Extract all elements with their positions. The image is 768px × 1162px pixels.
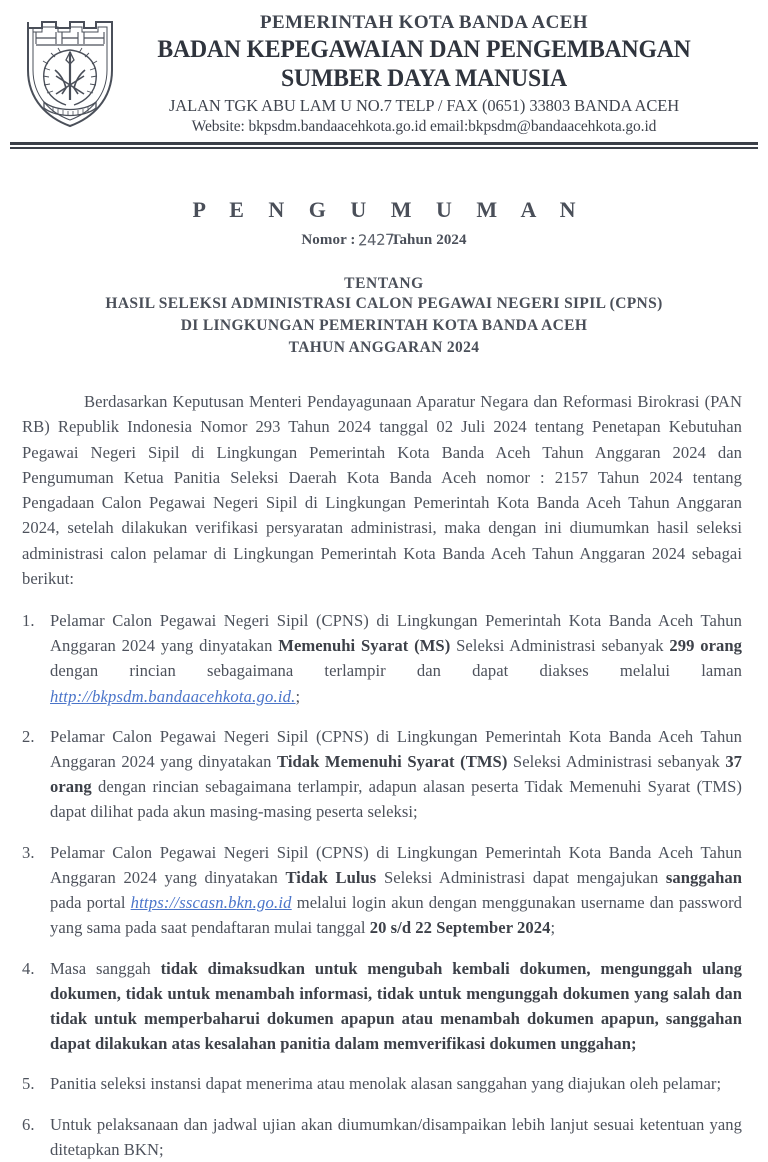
bkpsdm-website-link[interactable]: http://bkpsdm.bandaacehkota.go.id. (50, 686, 296, 706)
letterhead-divider (10, 142, 758, 149)
clause-emphasis: tidak dimaksudkan untuk mengubah kembali dokumen, mengunggah ulang dokumen, tidak untuk menambah informasi, tidak untuk mengunggah dokumen yang salah dan tidak untuk memperbaharui dokumen apapun atau menambah dokumen apapun, sanggahan dapat dilakukan atas kesalahan panitia dalam memverifikasi dokumen unggahan; (50, 958, 743, 1054)
office-address: JALAN TGK ABU LAM U NO.7 TELP / FAX (0651) 33803 BANDA ACEH (168, 96, 680, 116)
document-title-block (0, 197, 768, 359)
clause-emphasis: Memenuhi Syarat (MS) (278, 636, 451, 656)
clause-text-segment: Masa sanggah (50, 958, 161, 978)
document-number (0, 230, 768, 249)
list-item-number: 2. (22, 726, 35, 746)
list-item (22, 724, 742, 825)
agency-name-line-1: BADAN KEPEGAWAIAN DAN PENGEMBANGAN (157, 34, 691, 64)
about-label: TENTANG (344, 275, 424, 293)
document-number-label: Nomor : (301, 232, 356, 249)
list-item-number: 3. (22, 842, 35, 862)
clause-text-segment: Panitia seleksi instansi dapat menerima atau menolak alasan sanggahan yang diajukan oleh pelamar; (50, 1074, 722, 1094)
preamble-paragraph: Berdasarkan Keputusan Menteri Pendayagunaan Aparatur Negara dan Reformasi Birokrasi (PAN RB) Republik Indonesia Nomor 293 Tahun 2024 tanggal 02 Juli 2024 tentang Penetapan Kebutuhan Pegawai Negeri Sipil di Lingkungan Pemerintah Kota Banda Aceh Tahun Anggaran 2024 dan Pengumuman Ketua Panitia Seleksi Daerah Kota Banda Aceh nomor : 2157 Tahun 2024 tentang Pengadaan Calon Pegawai Negeri Sipil di Lingkungan Pemerintah Kota Banda Aceh Tahun Anggaran 2024, setelah dilakukan verifikasi persyaratan administrasi, maka dengan ini diumumkan hasil seleksi administrasi calon pelamar di Lingkungan Pemerintah Kota Banda Aceh Tahun Anggaran 2024 sebagai berikut: (22, 392, 742, 588)
list-item (22, 608, 742, 709)
divider-rule-lower (10, 147, 758, 149)
appeal-period-date: 20 s/d 22 September 2024 (369, 918, 551, 938)
clause-text-segment: dengan rincian sebagaimana terlampir, adapun alasan peserta Tidak Memenuhi Syarat (TMS) dapat dilihat pada akun masing-masing peserta seleksi; (50, 777, 742, 822)
government-name: PEMERINTAH KOTA BANDA ACEH (260, 12, 588, 33)
subject-line-1: HASIL SELEKSI ADMINISTRASI CALON PEGAWAI NEGERI SIPIL (CPNS) (105, 295, 663, 313)
document-number-handwritten: 2427 (357, 230, 394, 250)
clause-emphasis: Tidak Lulus (285, 867, 377, 887)
clause-text-segment: ; (295, 686, 301, 706)
clause-text-segment: Pelamar Calon Pegawai Negeri Sipil (CPNS) di Lingkungan Pemerintah Kota Banda Aceh Tahun Anggaran 2024 yang dinyatakan (50, 726, 742, 772)
agency-name-line-2: SUMBER DAYA MANUSIA (281, 63, 567, 93)
list-item (22, 956, 742, 1057)
letterhead-text (122, 6, 752, 136)
letterhead (0, 0, 768, 136)
clause-emphasis: sanggahan (665, 867, 742, 887)
clause-text-segment: Pelamar Calon Pegawai Negeri Sipil (CPNS) di Lingkungan Pemerintah Kota Banda Aceh Tahun Anggaran 2024 yang dinyatakan (50, 610, 742, 656)
clause-text-segment: Seleksi Administrasi sebanyak (507, 752, 726, 772)
document-body (0, 389, 768, 1162)
numbered-clause-list (22, 608, 742, 1162)
page-title: P E N G U M U M A N (192, 197, 586, 223)
subject-line-2: DI LINGKUNGAN PEMERINTAH KOTA BANDA ACEH (180, 317, 588, 335)
clause-count-ms: 299 orang (669, 636, 743, 656)
clause-text-segment: Untuk pelaksanaan dan jadwal ujian akan diumumkan/disampaikan lebih lanjut sesuai ketentuan yang ditetapkan BKN; (50, 1114, 742, 1159)
list-item (22, 1071, 742, 1096)
clause-text-segment: melalui login akun dengan menggunakan username dan password yang sama pada saat pendaftaran mulai tanggal (50, 893, 742, 938)
clause-text-segment: Seleksi Administrasi sebanyak (450, 636, 670, 656)
banda-aceh-city-crest-icon (22, 8, 118, 130)
list-item-number: 6. (22, 1114, 35, 1134)
sscasn-portal-link[interactable]: https://sscasn.bkn.go.id (130, 893, 292, 913)
clause-text-segment: Seleksi Administrasi dapat mengajukan (376, 867, 666, 887)
clause-text-segment: pada portal (50, 893, 131, 913)
list-item-number: 1. (22, 610, 35, 630)
list-item (22, 1112, 742, 1162)
clause-emphasis: Tidak Memenuhi Syarat (TMS) (277, 752, 508, 772)
office-website-email: Website: bkpsdm.bandaacehkota.go.id email:bkpsdm@bandaacehkota.go.id (191, 117, 657, 135)
clause-text-segment: dengan rincian sebagaimana terlampir dan dapat diakses melalui laman (50, 661, 742, 681)
list-item-number: 4. (22, 958, 35, 978)
document-number-year: Tahun 2024 (390, 232, 467, 249)
list-item-number: 5. (22, 1074, 35, 1094)
clause-text-segment: ; (550, 918, 556, 938)
clause-text-segment: Pelamar Calon Pegawai Negeri Sipil (CPNS) di Lingkungan Pemerintah Kota Banda Aceh Tahun Anggaran 2024 yang dinyatakan (50, 842, 742, 887)
list-item (22, 840, 742, 941)
clause-count-tms: 37 orang (50, 752, 743, 797)
subject-line-3: TAHUN ANGGARAN 2024 (288, 339, 480, 357)
